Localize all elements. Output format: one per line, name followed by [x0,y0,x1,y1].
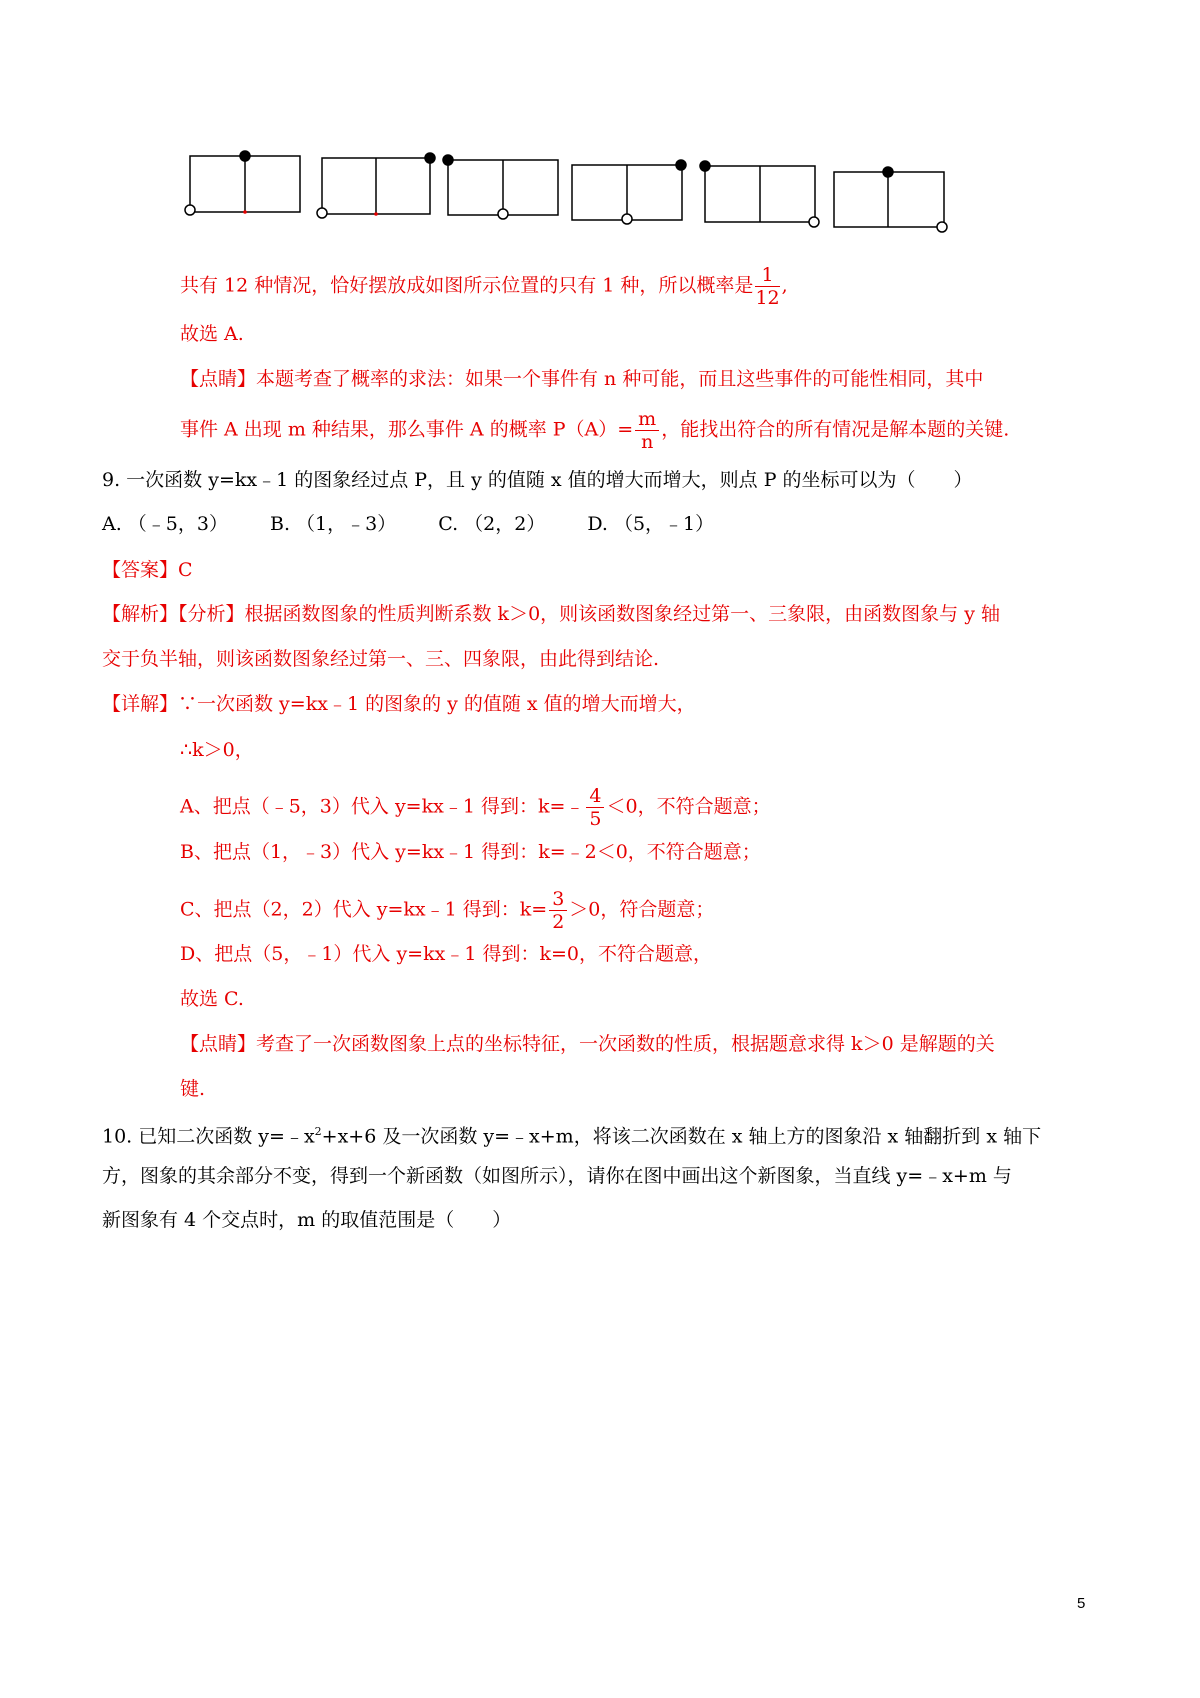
q9-detail-line2: ∴k＞0， [180,739,254,761]
q8-conclusion-text: 共有 12 种情况，恰好摆放成如图所示位置的只有 1 种，所以概率是 [180,274,754,297]
probability-diagrams [0,0,1200,260]
q9-detail-d: D、把点（5，﹣1）代入 y=kx﹣1 得到：k=0，不符合题意， [180,943,712,965]
q10-line3: 新图象有 4 个交点时，m 的取值范围是（ ） [102,1209,512,1231]
fraction-m-n [635,408,659,453]
comment-text: 本题考查了概率的求法：如果一个事件有 n 种可能，而且这些事件的可能性相同，其中 [256,368,984,390]
q9-question: 9. 一次函数 y=kx﹣1 的图象经过点 P，且 y 的值随 x 值的增大而增大，则点 P 的坐标可以为（ ） [102,469,973,491]
q10-text: 10. 已知二次函数 y=﹣x [102,1125,315,1148]
detail-tag: 【详解】 [102,693,179,715]
option-b: B. （1，﹣3） [269,513,397,535]
option-a: A. （﹣5，3） [102,513,228,535]
comment-tag: 【点睛】 [180,1033,257,1055]
diagram-4 [572,160,686,224]
fraction-numerator: 3 [549,888,567,911]
q10-line1 [102,1118,1041,1150]
q9-detail-line1 [102,690,696,718]
q8-comment-line2 [180,408,1009,453]
option-d: D. （5，﹣1） [587,513,715,535]
q9-detail-a [180,785,771,830]
filled-dot [700,161,710,171]
diagram-1 [185,151,300,215]
q9-options [102,510,714,538]
q8-conclusion-comma: , [781,274,788,297]
diagram-6 [834,167,947,232]
fraction-numerator: 4 [586,785,604,808]
analysis-text: 根据函数图象的性质判断系数 k＞0，则该函数图象经过第一、三象限，由函数图象与 y 轴 [244,603,1000,625]
fraction-denominator: 12 [755,287,780,309]
diagram-3 [443,155,558,219]
open-dot [937,222,947,232]
fraction-numerator: m [635,408,659,431]
detail-text: ＞0，符合题意； [569,898,715,921]
q9-analysis-line2: 交于负半轴，则该函数图象经过第一、三、四象限，由此得到结论. [102,648,660,670]
q8-choice: 故选 A. [180,323,244,345]
fraction-denominator: 5 [589,808,602,830]
detail-text: A、把点（﹣5，3）代入 y=kx﹣1 得到：k=﹣ [180,795,585,818]
q9-analysis-line1 [102,600,1000,628]
open-dot [317,208,327,218]
q9-comment-line2: 键. [180,1078,206,1100]
diagram-2 [317,153,435,218]
fraction-numerator: 1 [755,264,779,287]
q9-comment-line1 [180,1030,995,1058]
filled-dot [883,167,893,177]
fraction-3-2 [549,888,567,933]
comment-text: ，能找出符合的所有情况是解本题的关键. [661,418,1010,441]
fraction-denominator: n [641,431,654,453]
q10-line2: 方，图象的其余部分不变，得到一个新函数（如图所示），请你在图中画出这个新图象，当直线 y=﹣x+m 与 [102,1165,1012,1187]
q9-choice: 故选 C. [180,988,244,1010]
q9-detail-c [180,888,714,933]
filled-dot [425,153,435,163]
comment-text: 考查了一次函数图象上点的坐标特征，一次函数的性质，根据题意求得 k＞0 是解题的关 [256,1033,995,1055]
answer-tag: 【答案】 [102,559,179,581]
open-dot [622,214,632,224]
detail-text: C、把点（2，2）代入 y=kx﹣1 得到：k= [180,898,548,921]
answer-value: C [178,559,193,581]
filled-dot [443,155,453,165]
q8-conclusion-line [180,264,788,309]
q9-answer [102,556,193,584]
fraction-denominator: 2 [552,911,565,933]
diagram-5 [700,161,819,227]
open-dot [809,217,819,227]
open-dot [498,209,508,219]
q8-comment-line1 [180,365,983,393]
comment-text: 事件 A 出现 m 种结果，那么事件 A 的概率 P（A）= [180,418,634,441]
fraction-1-12 [755,264,779,309]
q10-text: +x+6 及一次函数 y=﹣x+m，将该二次函数在 x 轴上方的图象沿 x 轴翻折到 x 轴下 [321,1125,1042,1148]
detail-text: ∵一次函数 y=kx﹣1 的图象的 y 的值随 x 值的增大而增大， [178,693,696,715]
page-number: 5 [1077,1595,1086,1612]
q9-detail-b: B、把点（1，﹣3）代入 y=kx﹣1 得到：k=﹣2＜0，不符合题意； [180,841,761,863]
option-c: C. （2，2） [438,513,546,535]
detail-text: ＜0，不符合题意； [606,795,771,818]
open-dot [185,205,195,215]
fraction-4-5 [586,785,604,830]
comment-tag: 【点睛】 [180,368,257,390]
exponent: 2 [314,1125,322,1138]
analysis-tag: 【解析】【分析】 [102,603,245,625]
filled-dot [240,151,250,161]
filled-dot [676,160,686,170]
